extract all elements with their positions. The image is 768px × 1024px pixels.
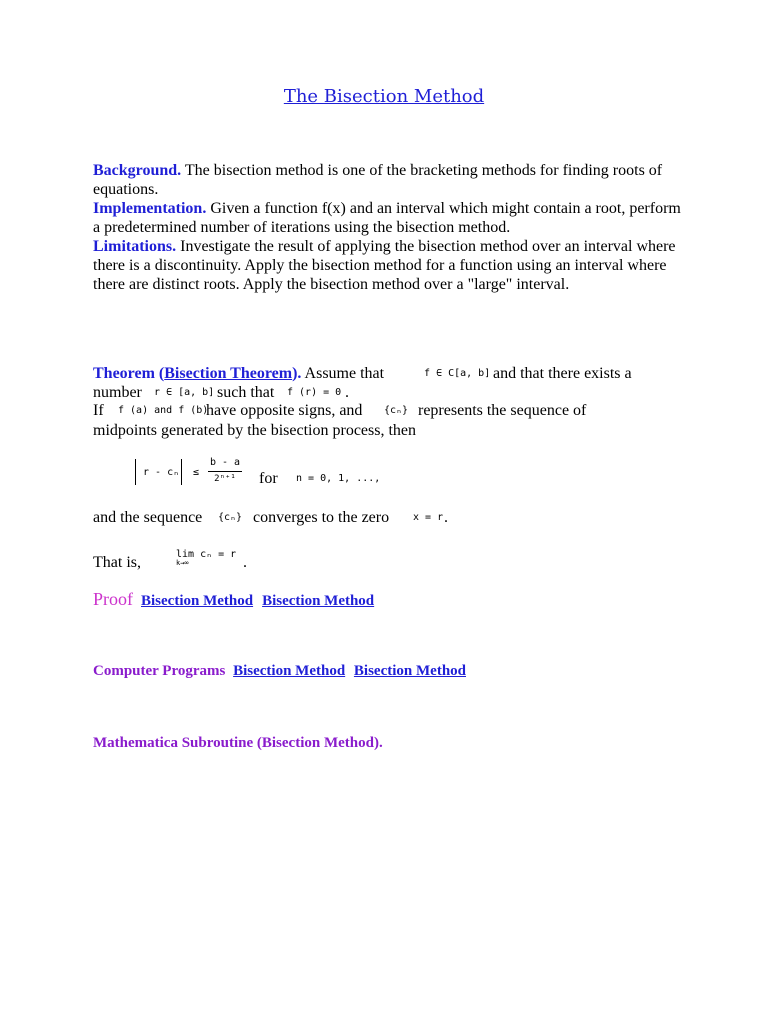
math-x-eq-r: x = r: [413, 512, 444, 523]
background-text: The bisection method is one of the bracketing methods for finding roots of equations.: [93, 162, 663, 198]
for-text: for: [259, 470, 278, 487]
period-1: .: [345, 384, 349, 401]
implementation-paragraph: [93, 199, 683, 237]
math-n-values: n = 0, 1, ...,: [296, 473, 381, 484]
implementation-label: Implementation.: [93, 200, 207, 217]
limitations-label: Limitations.: [93, 238, 177, 255]
math-fa-fb: f (a) and f (b): [118, 405, 209, 416]
assume-text: Assume that: [304, 365, 385, 382]
ineq-lhs: r - cₙ: [143, 467, 180, 478]
programs-row: [93, 663, 466, 680]
proof-link-1[interactable]: Bisection Method: [141, 593, 254, 609]
page-title[interactable]: The Bisection Method: [283, 86, 485, 107]
fraction-bar: [208, 471, 242, 472]
background-paragraph: [93, 161, 683, 199]
period-2: .: [444, 509, 448, 526]
that-is-text: That is,: [93, 554, 141, 571]
background-label: Background.: [93, 162, 182, 179]
if-text: If: [93, 402, 104, 419]
limitations-paragraph: [93, 237, 678, 294]
and-sequence-text: and the sequence: [93, 509, 203, 526]
proof-link-2[interactable]: Bisection Method: [262, 593, 375, 609]
abs-bar-right: [181, 459, 182, 485]
theorem-line-1: [93, 365, 384, 383]
subroutine-label[interactable]: Mathematica Subroutine (Bisection Method).: [93, 735, 383, 751]
math-r-in-ab: r ∈ [a, b]: [154, 387, 215, 398]
math-cn-2: {cₙ}: [218, 512, 243, 523]
opposite-text: have opposite signs, and: [206, 402, 363, 419]
bisection-theorem-link[interactable]: Bisection Theorem: [164, 365, 293, 382]
implementation-text: Given a function f(x) and an interval which might contain a root, perform a predetermined number of iterations using the bisection method.: [93, 200, 681, 236]
abs-bar-left: [135, 459, 136, 485]
programs-link-1[interactable]: Bisection Method: [233, 663, 346, 679]
ineq-denominator: 2ⁿ⁺¹: [214, 474, 236, 484]
math-cn: {cₙ}: [384, 405, 409, 416]
represents-text: represents the sequence of: [418, 402, 587, 419]
limit-subscript: k→∞: [176, 559, 189, 567]
math-f-in-c: f ∈ C[a, b]: [424, 368, 491, 379]
number-text: number: [93, 384, 142, 401]
programs-link-2[interactable]: Bisection Method: [353, 663, 466, 679]
ineq-le: ≤: [193, 467, 200, 478]
proof-row: [93, 589, 374, 610]
programs-label: Computer Programs: [93, 663, 226, 679]
period-3: .: [243, 554, 247, 571]
theorem-label-end: ).: [292, 365, 302, 382]
such-that-text: such that: [217, 384, 275, 401]
limit-expression: lim cₙ = r: [176, 549, 237, 560]
exists-text: and that there exists a: [493, 365, 632, 382]
midpoints-text: midpoints generated by the bisection process, then: [93, 422, 417, 439]
theorem-label-start: Theorem (: [93, 365, 165, 382]
limitations-text: Investigate the result of applying the bisection method over an interval where there is a discontinuity. Apply the bisection method for a function using an interval where there are distinct roots. Apply the bisection method over a "large" interval.: [93, 238, 676, 293]
math-fr-zero: f (r) = 0: [287, 387, 342, 398]
proof-label: Proof: [93, 589, 133, 609]
ineq-numerator: b - a: [209, 457, 241, 468]
converges-text: converges to the zero: [253, 509, 390, 526]
